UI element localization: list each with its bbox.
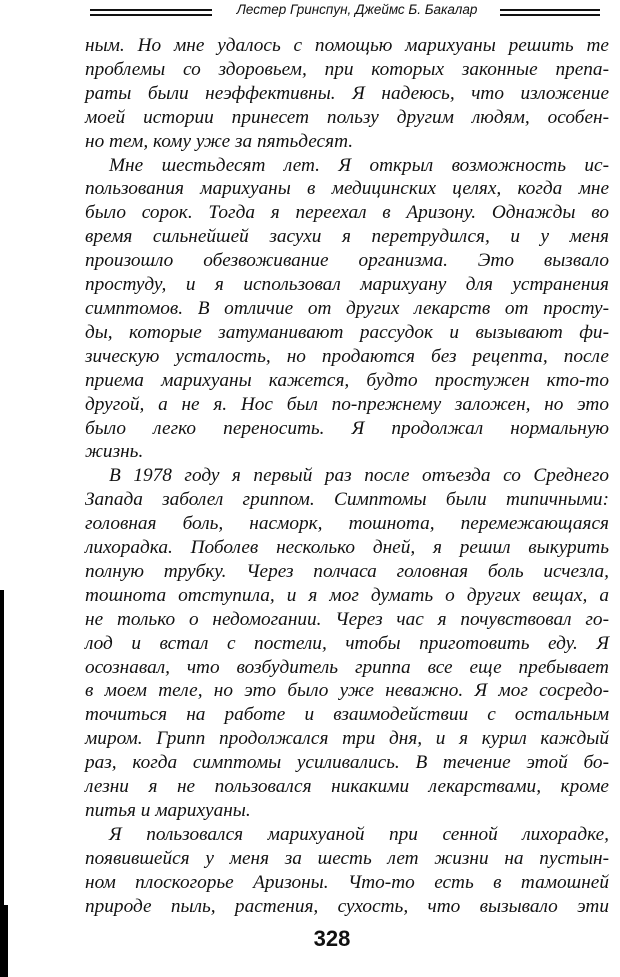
page-body-text <box>85 34 609 919</box>
text-line: время сильнейшей засухи я перетрудился, и у меня <box>85 226 609 248</box>
paragraph-start-line: Я пользовался марихуаной при сенной лихорадке, <box>109 823 609 845</box>
text-line: приема марихуаны кажется, будто простужен кто-то <box>85 369 609 391</box>
text-line: лод и встал с постели, чтобы приготовить еду. Я <box>85 632 609 654</box>
text-line: зическую усталость, но продаются без рецепта, после <box>85 345 609 367</box>
text-line: осознавал, что возбудитель гриппа все еще пребывает <box>85 656 609 678</box>
text-line: природе пыль, растения, сухость, что вызывало эти <box>85 895 609 917</box>
header-rule-left-top <box>90 9 212 11</box>
text-line: точиться на работе и взаимодействии с остальным <box>85 704 609 726</box>
paragraph-start-line: Мне шестьдесят лет. Я открыл возможность ис- <box>109 154 609 176</box>
text-line: другой, а не я. Нос был по-прежнему заложен, но это <box>85 393 609 415</box>
text-line: было легко переносить. Я продолжал нормальную <box>85 417 609 439</box>
text-line: Запада заболел гриппом. Симптомы были типичными: <box>85 489 609 511</box>
text-line: появившейся у меня за шесть лет жизни на пустын- <box>85 847 609 869</box>
text-line: ды, которые затуманивают рассудок и вызывают фи- <box>85 321 609 343</box>
text-line: жизнь. <box>85 441 144 463</box>
paragraph-start-line: В 1978 году я первый раз после отъезда со Среднего <box>109 465 609 487</box>
text-line: в моем теле, но это было уже неважно. Я мог сосредо- <box>85 680 609 702</box>
text-line: простуду, и я использовал марихуану для устранения <box>85 274 609 296</box>
text-line: тошнота отступила, и я мог думать о других вещах, а <box>85 584 609 606</box>
text-line: раты были неэффективны. Я надеюсь, что изложение <box>85 82 609 104</box>
text-line: моей истории принесет пользу другим людям, особен- <box>85 106 609 128</box>
text-line: симптомов. В отличие от других лекарств от просту- <box>85 297 609 319</box>
page-number: 328 <box>313 926 351 951</box>
text-line: головная боль, насморк, тошнота, перемежающаяся <box>85 513 609 535</box>
text-line: но тем, кому уже за пятьдесят. <box>85 130 354 152</box>
text-line: не только о недомогании. Через час я почувствовал го- <box>85 608 609 630</box>
text-line: лезни я не пользовался никакими лекарствами, кроме <box>85 776 609 798</box>
text-line: проблемы со здоровьем, при которых законные препа- <box>85 58 609 80</box>
running-header <box>0 0 620 28</box>
text-line: питья и марихуаны. <box>85 800 251 821</box>
running-title: Лестер Гринспун, Джеймс Б. Бакалар <box>236 2 478 17</box>
text-line: ным. Но мне удалось с помощью марихуаны решить те <box>85 35 609 56</box>
text-line: пользования марихуаны в медицинских целях, когда мне <box>85 178 609 200</box>
text-line: раз, когда симптомы усиливались. В течение этой бо- <box>85 752 609 774</box>
text-line: произошло обезвоживание организма. Это вызвало <box>85 250 609 272</box>
text-line: лихорадка. Поболев несколько дней, я решил выкурить <box>85 537 609 559</box>
scan-corner-mark <box>0 905 8 977</box>
header-rule-left-bottom <box>90 14 212 16</box>
text-line: было сорок. Тогда я переехал в Аризону. Однажды во <box>85 202 609 224</box>
text-line: миром. Грипп продолжался три дня, и я курил каждый <box>85 728 609 750</box>
header-rule-right-bottom <box>500 14 600 16</box>
text-line: полную трубку. Через полчаса головная боль исчезла, <box>85 560 609 582</box>
text-line: ном плоскогорье Аризоны. Что-то есть в тамошней <box>85 871 609 893</box>
header-rule-right-top <box>500 9 600 11</box>
